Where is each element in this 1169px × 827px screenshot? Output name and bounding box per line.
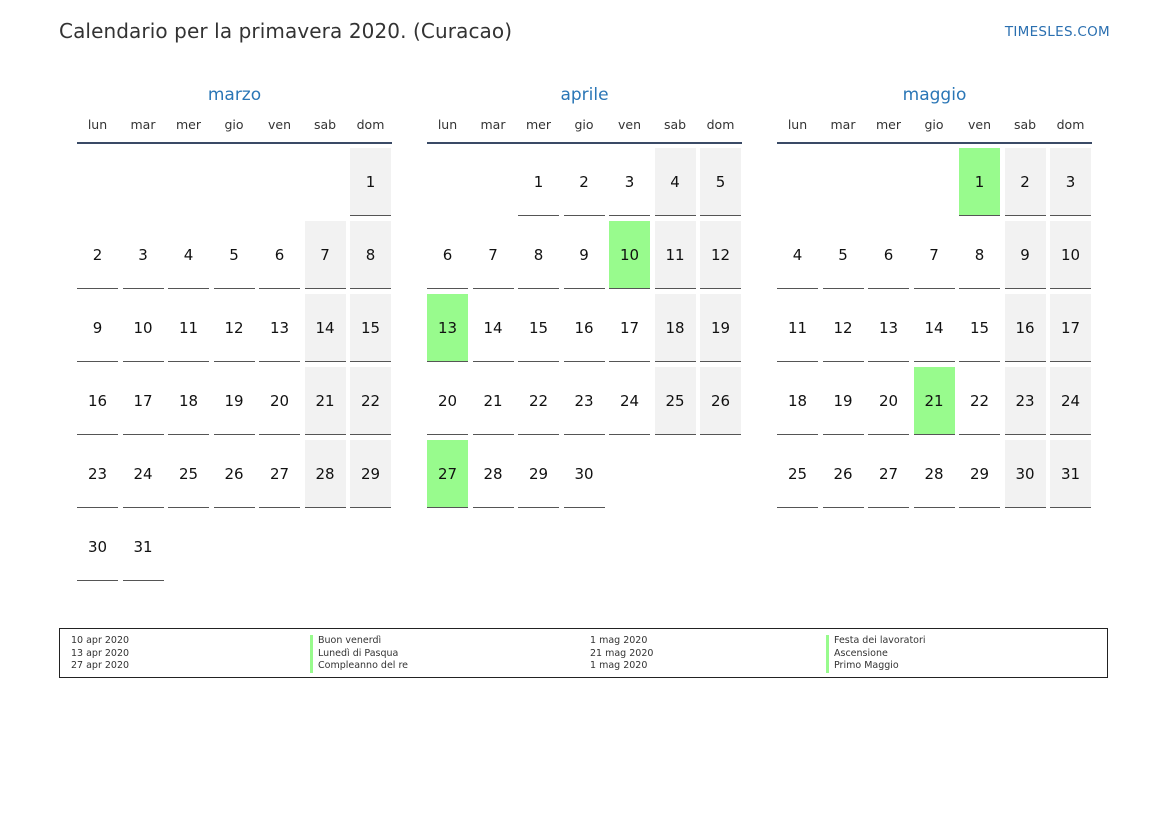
- day-cell: 17: [1050, 294, 1091, 362]
- holiday-day-cell: 27: [427, 440, 468, 508]
- day-cell: 21: [473, 367, 514, 435]
- day-cell: 15: [518, 294, 559, 362]
- day-cell: 12: [700, 221, 741, 289]
- day-cell: 31: [1050, 440, 1091, 508]
- month-may: [777, 83, 1092, 513]
- weekday-label: lun: [437, 117, 458, 132]
- legend-holiday-name: Buon venerdì: [310, 635, 408, 648]
- month-april: [427, 83, 742, 513]
- day-cell: 10: [1050, 221, 1091, 289]
- page-title: Calendario per la primavera 2020. (Curacao): [59, 19, 513, 43]
- weekday-label: sab: [1013, 117, 1037, 132]
- day-cell: 27: [868, 440, 909, 508]
- day-cell: 2: [77, 221, 118, 289]
- month-name: aprile: [560, 85, 609, 105]
- day-cell: 23: [564, 367, 605, 435]
- holiday-legend: [59, 628, 1108, 678]
- day-cell: 18: [777, 367, 818, 435]
- holiday-day-cell: 1: [959, 148, 1000, 216]
- legend-holiday-name: Festa dei lavoratori: [826, 635, 926, 648]
- day-cell: 28: [305, 440, 346, 508]
- day-cell: 25: [655, 367, 696, 435]
- day-cell: 28: [914, 440, 955, 508]
- day-cell: 16: [564, 294, 605, 362]
- day-cell: 25: [777, 440, 818, 508]
- site-link[interactable]: TIMESLES.COM: [1004, 24, 1110, 40]
- month-name: marzo: [207, 85, 262, 105]
- weekday-label: ven: [267, 117, 291, 132]
- legend-date: 1 mag 2020: [590, 660, 648, 671]
- day-cell: 20: [868, 367, 909, 435]
- day-cell: 18: [168, 367, 209, 435]
- legend-names-right: [826, 635, 926, 673]
- day-cell: 12: [214, 294, 255, 362]
- legend-dates-right: [590, 635, 653, 673]
- day-cell: 2: [564, 148, 605, 216]
- day-cell: 21: [305, 367, 346, 435]
- day-cell: 3: [123, 221, 164, 289]
- legend-date: 1 mag 2020: [590, 635, 648, 646]
- day-cell: 13: [259, 294, 300, 362]
- day-cell: 19: [214, 367, 255, 435]
- holiday-day-cell: 21: [914, 367, 955, 435]
- day-grid: [427, 148, 742, 513]
- weekday-header: [427, 116, 742, 144]
- day-cell: 23: [1005, 367, 1046, 435]
- day-cell: 17: [123, 367, 164, 435]
- weekday-label: mer: [175, 117, 201, 132]
- weekday-label: mar: [130, 117, 156, 132]
- weekday-label: sab: [313, 117, 337, 132]
- day-cell: 18: [655, 294, 696, 362]
- weekday-label: gio: [924, 117, 944, 132]
- day-cell: 24: [1050, 367, 1091, 435]
- weekday-label: mer: [525, 117, 551, 132]
- day-cell: 28: [473, 440, 514, 508]
- day-cell: 31: [123, 513, 164, 581]
- day-cell: 15: [350, 294, 391, 362]
- legend-date: 27 apr 2020: [71, 660, 130, 671]
- day-grid: [777, 148, 1092, 513]
- day-cell: 30: [1005, 440, 1046, 508]
- day-cell: 14: [914, 294, 955, 362]
- day-cell: 2: [1005, 148, 1046, 216]
- day-cell: 9: [77, 294, 118, 362]
- day-cell: 8: [959, 221, 1000, 289]
- day-cell: 8: [350, 221, 391, 289]
- weekday-label: dom: [706, 117, 735, 132]
- day-cell: 30: [77, 513, 118, 581]
- day-cell: 22: [959, 367, 1000, 435]
- legend-holiday-name: Primo Maggio: [826, 660, 926, 673]
- weekday-header: [777, 116, 1092, 144]
- legend-date: 21 mag 2020: [590, 647, 654, 659]
- day-cell: 14: [305, 294, 346, 362]
- day-cell: 22: [518, 367, 559, 435]
- weekday-label: sab: [663, 117, 687, 132]
- month-name: maggio: [902, 85, 967, 105]
- day-cell: 26: [214, 440, 255, 508]
- day-cell: 4: [777, 221, 818, 289]
- day-cell: 17: [609, 294, 650, 362]
- day-cell: 13: [868, 294, 909, 362]
- day-cell: 29: [959, 440, 1000, 508]
- weekday-label: dom: [356, 117, 385, 132]
- day-cell: 9: [1005, 221, 1046, 289]
- day-cell: 25: [168, 440, 209, 508]
- weekday-header: [77, 116, 392, 144]
- day-cell: 10: [123, 294, 164, 362]
- holiday-day-cell: 10: [609, 221, 650, 289]
- weekday-label: dom: [1056, 117, 1085, 132]
- day-cell: 15: [959, 294, 1000, 362]
- legend-date: 13 apr 2020: [71, 647, 130, 659]
- legend-names-left: [310, 635, 408, 673]
- day-cell: 24: [609, 367, 650, 435]
- legend-holiday-name: Ascensione: [826, 648, 926, 661]
- day-cell: 29: [518, 440, 559, 508]
- day-cell: 14: [473, 294, 514, 362]
- weekday-label: ven: [617, 117, 641, 132]
- day-cell: 5: [700, 148, 741, 216]
- day-cell: 5: [823, 221, 864, 289]
- day-cell: 23: [77, 440, 118, 508]
- legend-dates-left: [71, 635, 129, 673]
- day-cell: 20: [259, 367, 300, 435]
- day-cell: 29: [350, 440, 391, 508]
- day-cell: 7: [473, 221, 514, 289]
- weekday-label: gio: [574, 117, 594, 132]
- day-cell: 5: [214, 221, 255, 289]
- day-cell: 3: [1050, 148, 1091, 216]
- day-cell: 4: [168, 221, 209, 289]
- day-cell: 16: [1005, 294, 1046, 362]
- day-cell: 7: [914, 221, 955, 289]
- weekday-label: mar: [480, 117, 506, 132]
- day-cell: 27: [259, 440, 300, 508]
- weekday-label: gio: [224, 117, 244, 132]
- day-cell: 8: [518, 221, 559, 289]
- weekday-label: lun: [787, 117, 808, 132]
- holiday-day-cell: 13: [427, 294, 468, 362]
- day-cell: 4: [655, 148, 696, 216]
- day-cell: 1: [350, 148, 391, 216]
- weekday-label: ven: [967, 117, 991, 132]
- day-cell: 7: [305, 221, 346, 289]
- day-cell: 6: [427, 221, 468, 289]
- day-cell: 30: [564, 440, 605, 508]
- day-cell: 26: [823, 440, 864, 508]
- legend-holiday-name: Compleanno del re: [310, 660, 408, 673]
- day-cell: 19: [823, 367, 864, 435]
- day-cell: 11: [777, 294, 818, 362]
- day-grid: [77, 148, 392, 586]
- day-cell: 3: [609, 148, 650, 216]
- day-cell: 19: [700, 294, 741, 362]
- legend-date: 10 apr 2020: [71, 635, 130, 646]
- day-cell: 11: [655, 221, 696, 289]
- day-cell: 6: [868, 221, 909, 289]
- weekday-label: mer: [875, 117, 901, 132]
- day-cell: 24: [123, 440, 164, 508]
- day-cell: 22: [350, 367, 391, 435]
- day-cell: 1: [518, 148, 559, 216]
- day-cell: 12: [823, 294, 864, 362]
- weekday-label: lun: [87, 117, 108, 132]
- month-march: [77, 83, 392, 586]
- day-cell: 20: [427, 367, 468, 435]
- weekday-label: mar: [830, 117, 856, 132]
- day-cell: 6: [259, 221, 300, 289]
- legend-holiday-name: Lunedì di Pasqua: [310, 648, 408, 661]
- day-cell: 9: [564, 221, 605, 289]
- day-cell: 11: [168, 294, 209, 362]
- day-cell: 16: [77, 367, 118, 435]
- day-cell: 26: [700, 367, 741, 435]
